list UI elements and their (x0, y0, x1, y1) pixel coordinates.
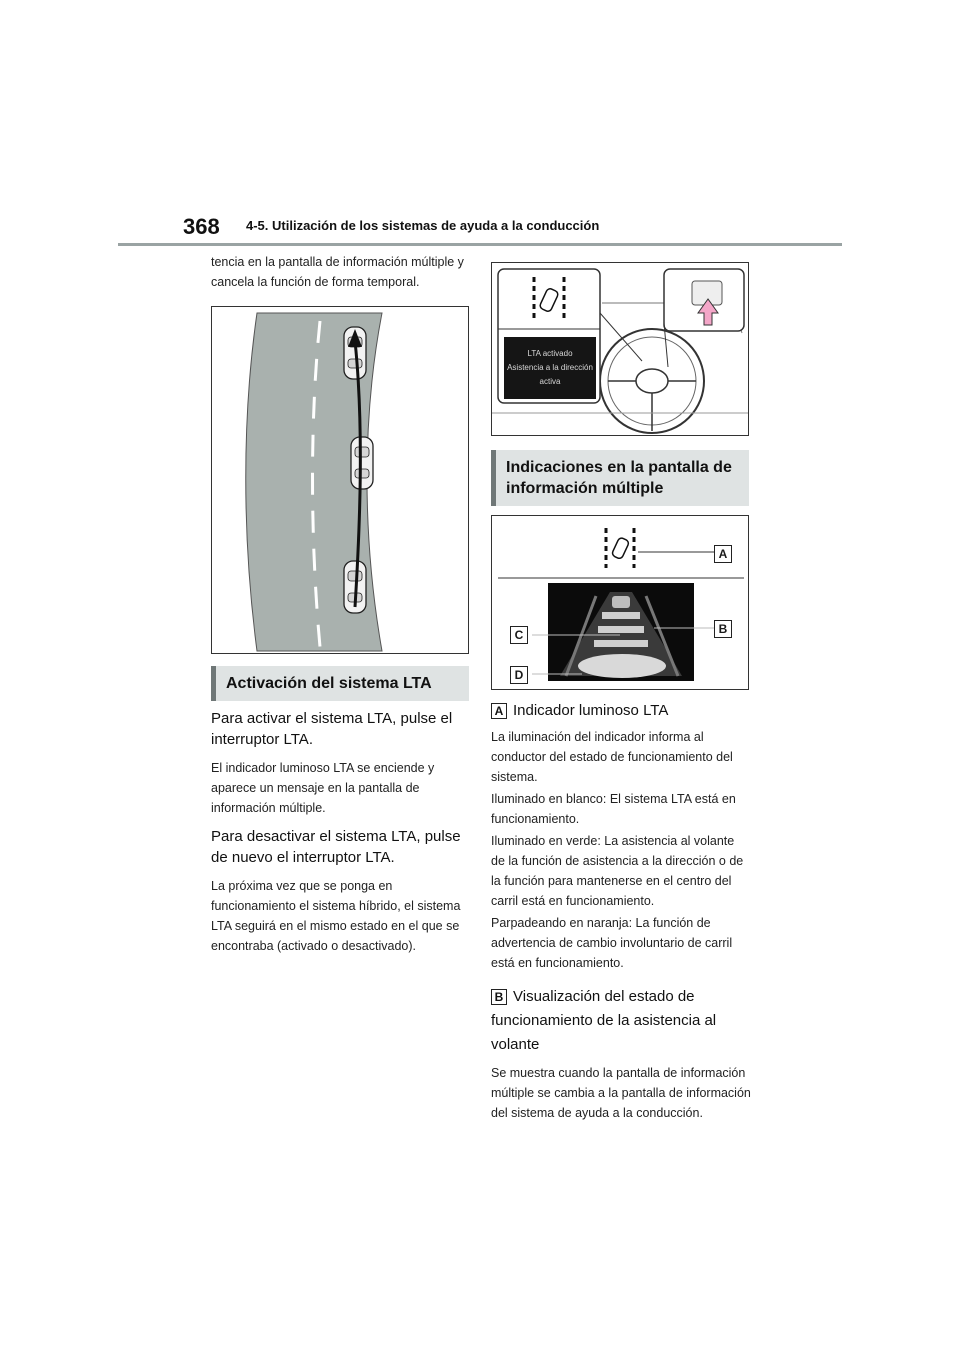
item-a-title: Indicador luminoso LTA (513, 702, 669, 719)
right-body (491, 700, 751, 1123)
display-illustration (491, 515, 749, 690)
item-b-desc: Se muestra cuando la pantalla de información múltiple se cambia a la pantalla de información del sistema de ayuda a la conducción. (491, 1066, 751, 1120)
callout-c: C (510, 626, 528, 644)
page-number: 368 (183, 214, 220, 239)
lane-car-icon (606, 528, 634, 568)
left-column (211, 252, 469, 292)
heading-activation-text: Activación del sistema LTA (226, 675, 432, 692)
item-a-green: Iluminado en verde: La asistencia al volante de la función de asistencia a la dirección o de la función para mantenerse en el centro del carril está en funcionamiento. (491, 834, 744, 908)
dash-message-line2: Asistencia a la dirección activa (507, 363, 593, 386)
item-b-title: Visualización del estado de funcionamiento de la asistencia al volante (491, 988, 717, 1053)
item-b-title-row (491, 985, 751, 1057)
road-illustration (211, 306, 469, 654)
display-svg (492, 516, 749, 690)
item-a-desc: La iluminación del indicador informa al conductor del estado de funcionamiento del sistema. (491, 730, 733, 784)
item-a-orange: Parpadeando en naranja: La función de advertencia de cambio involuntario de carril está en funcionamiento. (491, 916, 733, 970)
step1-note: El indicador luminoso LTA se enciende y aparece un mensaje en la pantalla de información múltiple. (211, 761, 435, 815)
item-a-label: A (491, 703, 507, 719)
running-head: 4-5. Utilización de los sistemas de ayuda a la conducción (246, 218, 600, 233)
intro-text: tencia en la pantalla de información múltiple y cancela la función de forma temporal. (211, 255, 464, 289)
callout-a: A (714, 545, 732, 563)
callout-b: B (714, 620, 732, 638)
heading-indications (491, 450, 749, 506)
heading-indications-text: Indicaciones en la pantalla de información múltiple (506, 459, 732, 497)
item-b-label: B (491, 989, 507, 1005)
car-icon (351, 437, 373, 489)
item-a-title-row (491, 700, 751, 721)
heading-activation (211, 666, 469, 701)
dash-message (504, 347, 596, 389)
callout-d: D (510, 666, 528, 684)
left-body (211, 708, 469, 956)
steering-wheel-icon (600, 329, 704, 433)
dash-message-line1: LTA activado (527, 349, 573, 358)
step1-text: Para activar el sistema LTA, pulse el interruptor LTA. (211, 710, 453, 748)
road-svg (212, 307, 469, 654)
item-a-white: Iluminado en blanco: El sistema LTA está en funcionamiento. (491, 792, 736, 826)
dashboard-illustration (491, 262, 749, 436)
header-rule (118, 243, 842, 246)
step2-note: La próxima vez que se ponga en funcionamiento el sistema híbrido, el sistema LTA seguirá en el mismo estado en el que se encontraba (activado o desactivado). (211, 879, 461, 953)
step2-text: Para desactivar el sistema LTA, pulse de nuevo el interruptor LTA. (211, 828, 461, 866)
